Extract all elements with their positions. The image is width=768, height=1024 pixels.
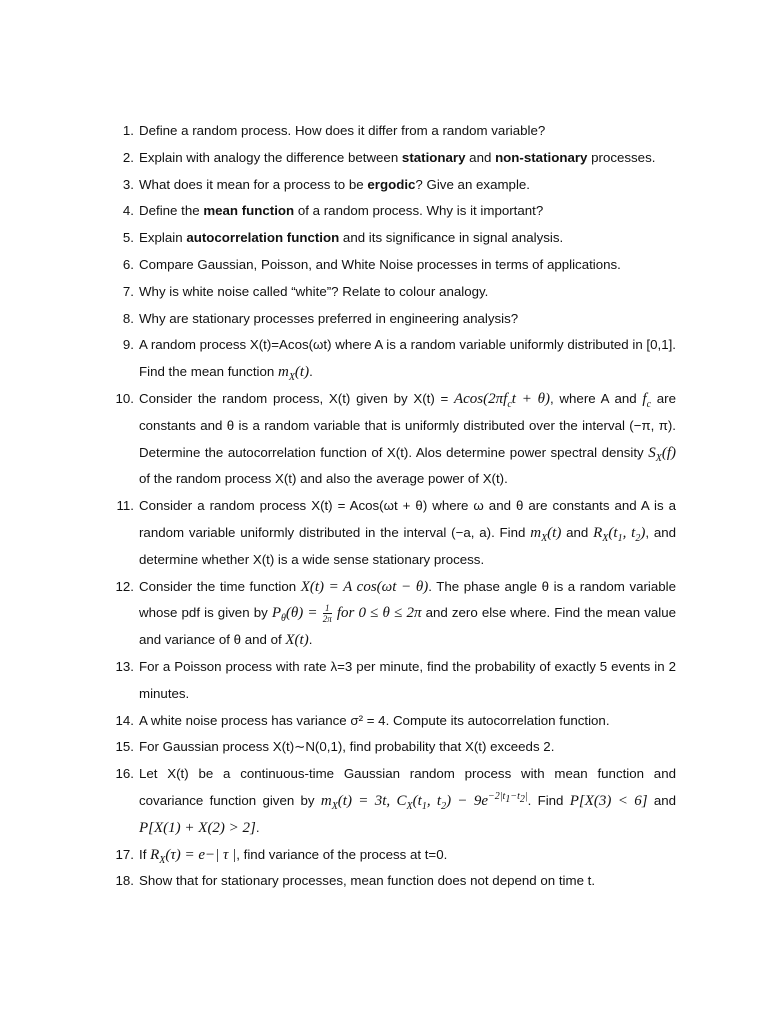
math-expression: P[X(3) < 6] [569,792,648,809]
question-text: Why are stationary processes preferred in engineering analysis? [139,310,519,326]
math-expression: $f_c$ [642,390,652,410]
question-8 [112,306,676,333]
question-11 [112,493,676,573]
question-number: 1. [122,123,134,138]
math-expression: $m_X(t) = 3t$, $C_X(t_1$, $t_2) - 9e^{-2|t_1-t_2|}$ [320,790,528,812]
question-number: 5. [122,230,134,246]
question-text: Consider the time function X(t) = A cos(ωt − θ). The phase angle θ is a random variable whose pdf is given by $P_\theta(\theta)$ = $\frac{1}{2\pi}$ for 0 ≤ θ ≤ 2π and zero else where. Find the mean value and variance of θ and of X(t). [139,578,677,649]
question-6 [112,252,676,279]
question-text: Define the mean function of a random process. Why is it important? [139,203,544,219]
question-number: 13. [115,658,134,674]
question-text: Explain autocorrelation function and its significance in signal analysis. [139,230,564,246]
question-list [112,118,676,895]
question-text: For Gaussian process X(t)∼N(0,1), find probability that X(t) exceeds 2. [139,739,555,755]
question-number: 11. [116,498,134,514]
question-number: 8. [122,310,134,326]
question-text: Let X(t) be a continuous-time Gaussian random process with mean function and covariance function given by $m_X(t) = 3t$, $C_X(t_1$, $t_2) - 9e^{-2|t_1-t_2|}$. Find P[X(3) < 6] and P[X(1) + X(2) > 2]. [139,766,677,836]
question-number: 14. [115,712,134,728]
math-expression: $m_X(t)$ [530,524,562,544]
question-text: For a Poisson process with rate λ=3 per minute, find the probability of exactly 5 events in 2 minutes. [139,658,676,701]
question-7 [112,279,676,306]
question-number: 6. [122,256,134,272]
question-number: 10. [115,390,134,406]
question-13 [112,654,676,708]
math-expression: P[X(1) + X(2) > 2] [139,819,256,836]
question-number: 18. [115,873,134,889]
question-10 [112,386,676,493]
math-expression: $m_X(t)$ [277,364,310,384]
fraction: $\frac{1}{2\pi}$ [322,603,332,625]
question-12 [112,574,676,654]
question-number: 12. [115,578,134,594]
question-text: If $R_X(\tau) = e-|$ τ |, find variance of the process at t=0. [139,846,448,866]
question-number: 15. [115,739,134,755]
math-expression: $S_X(f)$ [648,444,676,464]
question-5 [112,225,676,252]
math-expression: X(t) [285,632,309,649]
question-number: 3. [122,176,134,192]
question-1 [112,118,676,145]
math-expression: $R_X(\tau) = e-|$ τ | [150,846,237,866]
question-number: 17. [115,846,134,862]
question-number: 16. [115,766,134,782]
math-expression: X(t) = A cos(ωt − θ) [300,578,429,595]
question-3 [112,172,676,199]
question-text: Define a random process. How does it differ from a random variable? [139,123,546,138]
question-text: A random process X(t)=Acos(ωt) where A is a random variable uniformly distributed in [0,1]. Find the mean function $m_X(t)$. [139,337,676,384]
question-text: Why is white noise called “white”? Relate to colour analogy. [139,283,489,299]
question-18 [112,868,676,895]
question-17 [112,842,676,869]
math-expression: $P_\theta(\theta)$ = $\frac{1}{2\pi}$ for 0 ≤ θ ≤ 2π [271,603,422,625]
question-text: What does it mean for a process to be ergodic? Give an example. [139,176,530,192]
question-9 [112,332,676,386]
math-expression: $R_X(t_1$, $t_2$) [593,524,646,544]
math-expression: $Acos(2\pi f_ct + \theta)$ [453,390,551,410]
question-16 [112,761,676,841]
question-number: 9. [122,337,134,353]
question-text: Show that for stationary processes, mean function does not depend on time t. [139,873,596,889]
question-text: Explain with analogy the difference between stationary and non-stationary processes. [139,149,656,165]
question-text: A white noise process has variance σ² = 4. Compute its autocorrelation function. [139,712,610,728]
question-text: Consider a random process X(t) = Acos(ωt + θ) where ω and θ are constants and A is a random variable uniformly distributed in the interval (−a, a). Find $m_X(t)$ and $R_X(t_1$, $t_2$), and determine whether X(t) is a wide sense stationary process. [139,498,677,567]
question-text: Compare Gaussian, Poisson, and White Noise processes in terms of applications. [139,256,621,272]
question-15 [112,734,676,761]
question-14 [112,708,676,735]
question-number: 7. [122,283,134,299]
question-number: 4. [122,203,134,219]
question-4 [112,198,676,225]
question-number: 2. [122,149,134,165]
question-2 [112,145,676,172]
question-text: Consider the random process, X(t) given by $X(t) = Acos(2\pi f_ct + \theta)$, where A and $f_c$ are constants and θ is a random variable that is uniformly distributed over the interval (−π, π). Determine the autocorrelation function of X(t). Alos determine power spectral density $S_X(f)$ of the random process X(t) and also the average power of X(t). [139,390,676,487]
